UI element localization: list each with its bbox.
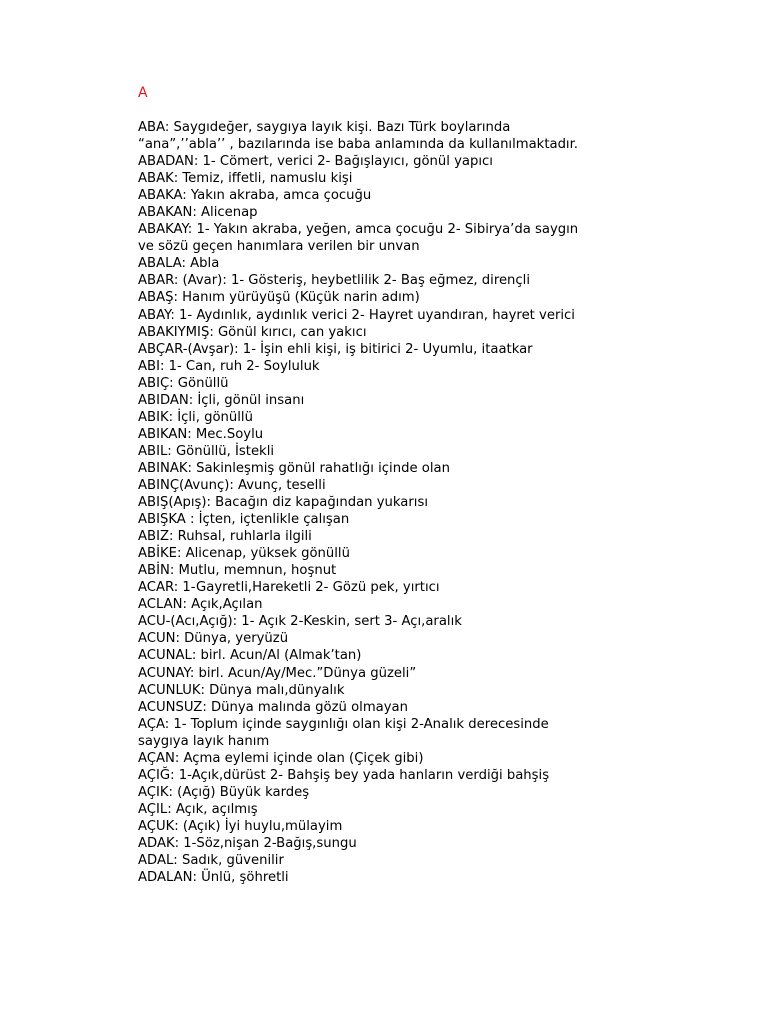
dictionary-entry-line: ABI: 1- Can, ruh 2- Soyluluk	[138, 358, 320, 374]
dictionary-entry-line: ABAY: 1- Aydınlık, aydınlık verici 2- Hayret uyandıran, hayret verici	[138, 307, 575, 323]
dictionary-entry-line: ABIŞKA : İçten, içtenlikle çalışan	[138, 512, 350, 528]
dictionary-entry-line: AÇAN: Açma eylemi içinde olan (Çiçek gibi)	[138, 750, 424, 766]
dictionary-entry-line: ADAL: Sadık, güvenilir	[138, 853, 284, 869]
dictionary-entry-line: ACUNSUZ: Dünya malında gözü olmayan	[138, 699, 408, 715]
dictionary-entry-line: ABIK: İçli, gönüllü	[138, 409, 253, 425]
dictionary-entry-line: ve sözü geçen hanımlara verilen bir unvan	[138, 239, 420, 255]
dictionary-entry-line: ABA: Saygıdeğer, saygıya layık kişi. Bazı Türk boylarında	[138, 120, 511, 135]
dictionary-entry-line: ABAK: Temiz, iffetli, namuslu kişi	[138, 171, 353, 187]
dictionary-entry-line: ABADAN: 1- Cömert, verici 2- Bağışlayıcı, gönül yapıcı	[138, 154, 493, 170]
dictionary-entry-line: ACUNAL: birl. Acun/Al (Almak’tan)	[138, 648, 362, 664]
dictionary-entry-line: ABIŞ(Apış): Bacağın diz kapağından yukarısı	[138, 495, 428, 511]
dictionary-entry-line: ABAŞ: Hanım yürüyüşü (Küçük narin adım)	[138, 290, 420, 306]
dictionary-entry-line: ABALA: Abla	[138, 256, 220, 272]
dictionary-entry-line: ABAKA: Yakın akraba, amca çocuğu	[138, 188, 372, 204]
dictionary-entry-line: AÇIK: (Açığ) Büyük kardeş	[138, 784, 310, 800]
dictionary-entry-line: ABIDAN: İçli, gönül insanı	[138, 392, 305, 408]
dictionary-entry-line: AÇA: 1- Toplum içinde saygınlığı olan kişi 2-Analık derecesinde	[138, 716, 549, 732]
dictionary-entry-line: ABÇAR-(Avşar): 1- İşin ehli kişi, iş bitirici 2- Uyumlu, itaatkar	[138, 341, 533, 357]
dictionary-entry-line: saygıya layık hanım	[138, 733, 270, 749]
section-letter-heading: A	[138, 85, 148, 101]
dictionary-entry-line: ABIZ: Ruhsal, ruhlarla ilgili	[138, 529, 312, 545]
dictionary-entry-line: ACUNAY: birl. Acun/Ay/Mec.”Dünya güzeli”	[138, 665, 417, 681]
dictionary-entry-line: ADAK: 1-Söz,nişan 2-Bağış,sungu	[138, 835, 357, 851]
dictionary-entry-line: ACAR: 1-Gayretli,Hareketli 2- Gözü pek, yırtıcı	[138, 580, 440, 596]
dictionary-entry-line: ADALAN: Ünlü, şöhretli	[138, 870, 289, 886]
dictionary-entry-list	[138, 119, 738, 886]
dictionary-entry-line: ABAKAN: Alicenap	[138, 205, 258, 221]
dictionary-entry-line: ABIÇ: Gönüllü	[138, 375, 229, 391]
dictionary-entry-line: ABAKAY: 1- Yakın akraba, yeğen, amca çocuğu 2- Sibirya’da saygın	[138, 222, 579, 238]
dictionary-entry-line: ABİKE: Alicenap, yüksek gönüllü	[138, 546, 350, 562]
dictionary-entry-line: ABAKIYMIŞ: Gönül kırıcı, can yakıcı	[138, 324, 367, 340]
dictionary-entry-line: ABIKAN: Mec.Soylu	[138, 426, 264, 442]
dictionary-entry-line: AÇUK: (Açık) İyi huylu,mülayim	[138, 818, 343, 834]
dictionary-entry-line: ABINÇ(Avunç): Avunç, teselli	[138, 477, 326, 493]
dictionary-entry-line: ABIL: Gönüllü, İstekli	[138, 443, 275, 459]
dictionary-entry-line: ACUN: Dünya, yeryüzü	[138, 631, 289, 647]
dictionary-entry-line: ABINAK: Sakinleşmiş gönül rahatlığı içinde olan	[138, 460, 450, 476]
dictionary-entry-line: ACUNLUK: Dünya malı,dünyalık	[138, 682, 345, 698]
dictionary-entry-line: ACLAN: Açık,Açılan	[138, 597, 263, 613]
dictionary-entry-line: AÇIĞ: 1-Açık,dürüst 2- Bahşiş bey yada hanların verdiği bahşiş	[138, 767, 550, 783]
dictionary-entry-line: ACU-(Acı,Açığ): 1- Açık 2-Keskin, sert 3- Açı,aralık	[138, 614, 462, 630]
dictionary-entry-line: AÇIL: Açık, açılmış	[138, 801, 258, 817]
dictionary-entry-line: “ana”,’’abla’’ , bazılarında ise baba anlamında da kullanılmaktadır.	[138, 137, 579, 153]
dictionary-entry-line: ABİN: Mutlu, memnun, hoşnut	[138, 563, 337, 579]
dictionary-entry-line: ABAR: (Avar): 1- Gösteriş, heybetlilik 2- Baş eğmez, dirençli	[138, 273, 530, 289]
